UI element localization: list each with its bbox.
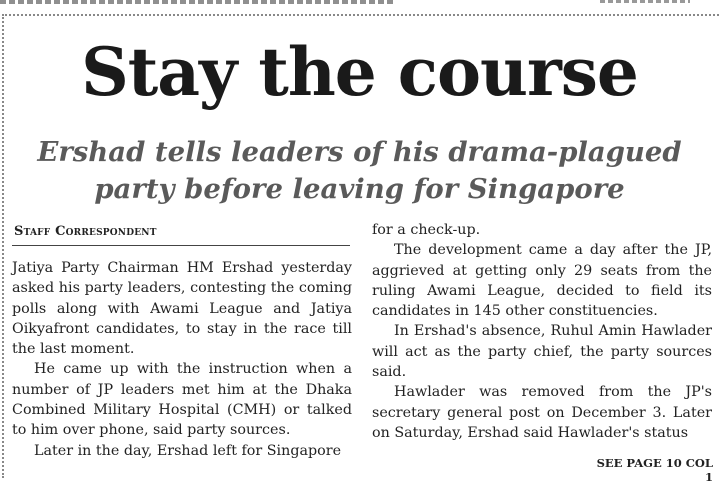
cut-off-text-strip (0, 0, 395, 4)
headline: Stay the course (81, 33, 638, 111)
paragraph: Later in the day, Ershad left for Singapore (34, 442, 342, 459)
article-column-right (372, 220, 712, 443)
paragraph: In Ershad's absence, Ruhul Amin Hawlader will act as the party chief, the party sources said. (372, 323, 712, 381)
paragraph: for a check-up. (372, 222, 481, 238)
paragraph: He came up with the instruction when a number of JP leaders met him at the Dhaka Combined Military Hospital (CMH) or talked to him over phone, said party sources. (12, 361, 352, 439)
subheadline-text: Ershad tells leaders of his drama-plagued party before leaving for Singapore (37, 136, 682, 205)
subheadline (0, 134, 719, 208)
article-border-top (2, 14, 719, 16)
cut-off-text-strip (600, 0, 690, 3)
paragraph: Hawlader was removed from the JP's secretary general post on December 3. Later on Saturday, Ershad said Hawlader's status (372, 384, 712, 441)
byline-rule (12, 245, 350, 246)
byline: Staff Correspondent (14, 224, 157, 239)
paragraph: Jatiya Party Chairman HM Ershad yesterday asked his party leaders, contesting the coming polls along with Awami League and Jatiya Oikyafront candidates, to stay in the race till the last moment. (12, 260, 352, 358)
previous-article-edge (0, 0, 719, 6)
article-column-left (12, 258, 352, 461)
continuation-link[interactable]: SEE PAGE 10 COL 1 (596, 456, 713, 484)
paragraph: The development came a day after the JP, aggrieved at getting only 29 seats from the ruling Awami League, decided to field its candidates in 145 other constituencies. (372, 242, 712, 320)
